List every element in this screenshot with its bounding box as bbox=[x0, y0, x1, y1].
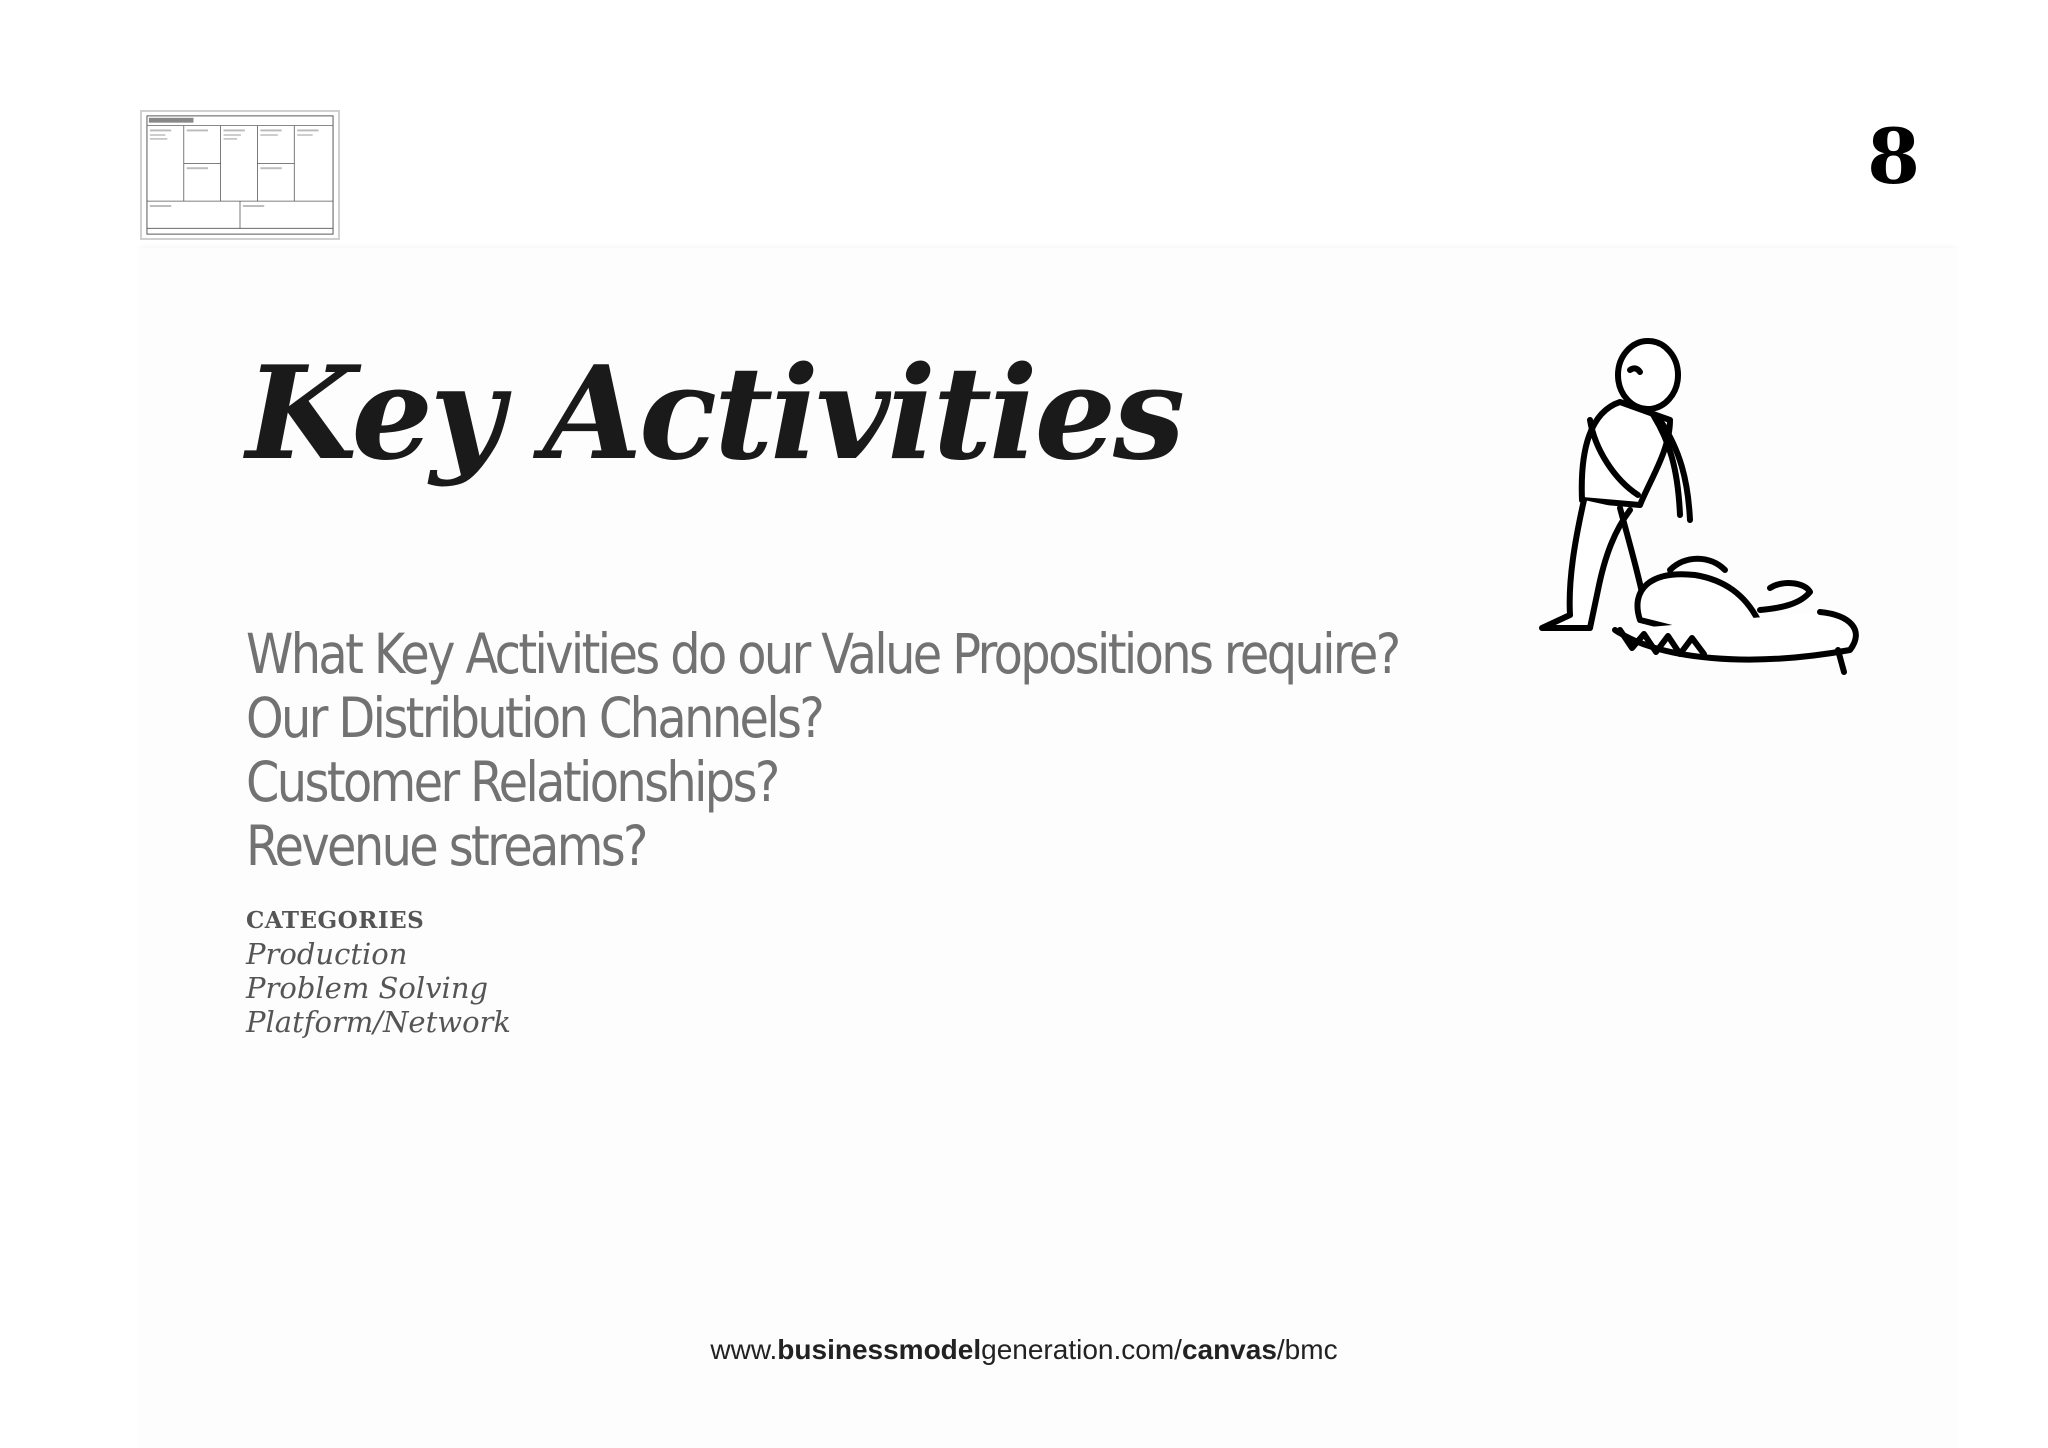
canvas-thumbnail bbox=[140, 110, 340, 240]
footer-url[interactable] bbox=[0, 1334, 2048, 1366]
worker-lifting-cover-illustration bbox=[1520, 330, 1880, 690]
footer-url-suffix: /bmc bbox=[1276, 1334, 1338, 1365]
worker-icon bbox=[1520, 330, 1880, 690]
footer-url-mid: generation.com/ bbox=[981, 1334, 1182, 1365]
categories-section bbox=[246, 905, 511, 1039]
question-line: Customer Relationships? bbox=[246, 750, 778, 814]
footer-url-bold-1: businessmodel bbox=[777, 1334, 982, 1365]
category-item: Platform/Network bbox=[246, 1005, 511, 1039]
category-item: Problem Solving bbox=[246, 971, 489, 1005]
guiding-questions bbox=[246, 622, 1399, 878]
categories-heading: CATEGORIES bbox=[246, 907, 425, 934]
question-line: Our Distribution Channels? bbox=[246, 686, 823, 750]
page-title: Key Activities bbox=[246, 339, 1183, 489]
category-item: Production bbox=[246, 937, 408, 971]
canvas-thumbnail-icon bbox=[142, 112, 338, 238]
footer-url-prefix: www. bbox=[710, 1334, 778, 1365]
page-number: 8 bbox=[1867, 112, 1920, 201]
question-line: What Key Activities do our Value Propositions require? bbox=[246, 622, 1399, 686]
question-line: Revenue streams? bbox=[246, 814, 646, 878]
footer-url-bold-2: canvas bbox=[1181, 1334, 1277, 1365]
